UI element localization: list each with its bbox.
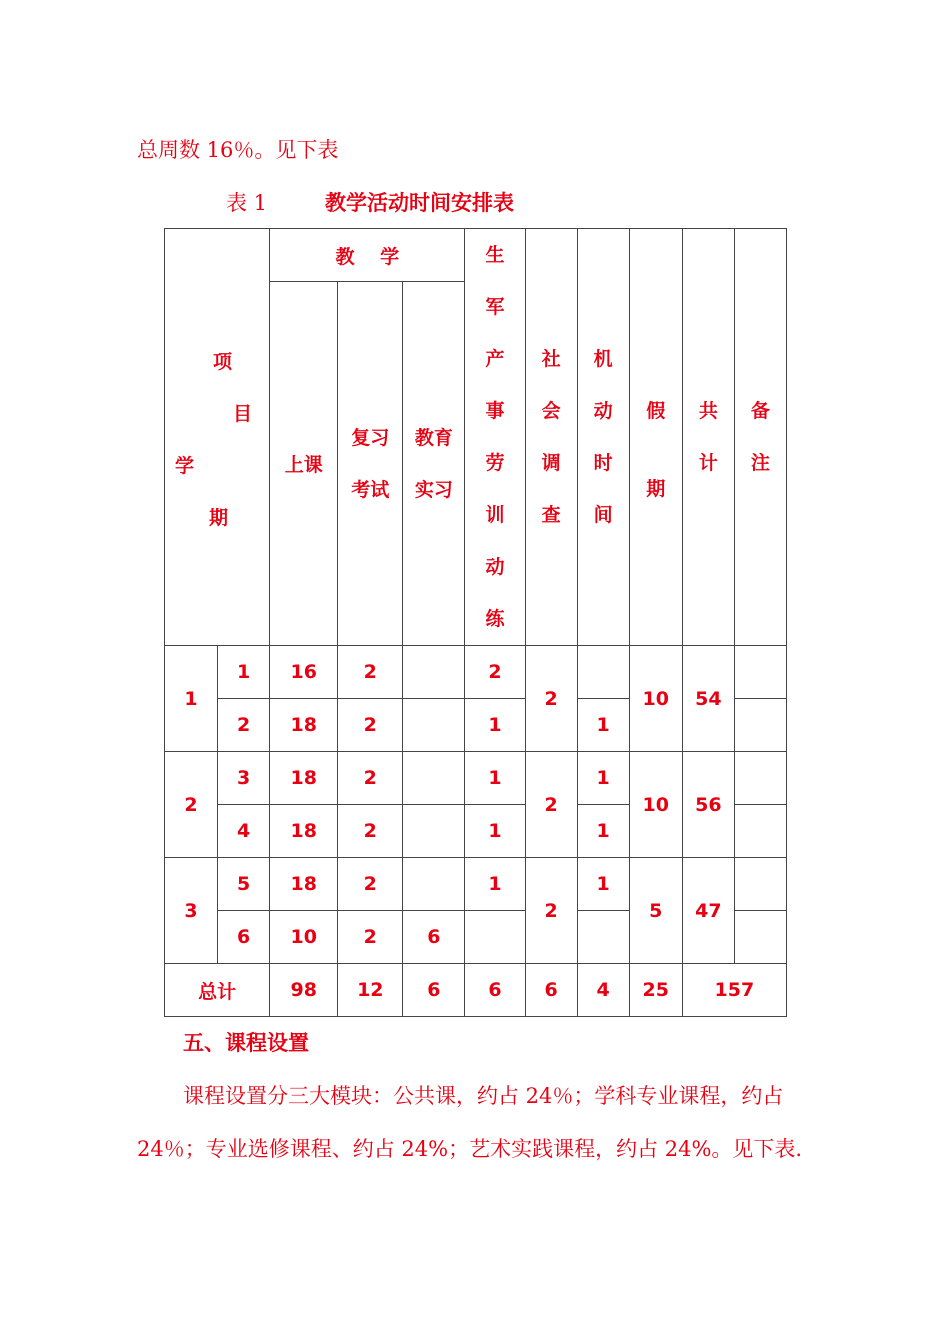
lecture-cell: 18 bbox=[270, 699, 338, 752]
hchar: 计 bbox=[698, 452, 718, 474]
year-cell: 2 bbox=[165, 752, 218, 858]
flexible-header bbox=[577, 229, 629, 646]
corner-char-xiang: 项 bbox=[213, 351, 233, 373]
practice-cell bbox=[403, 858, 465, 911]
hchar: 动 bbox=[593, 400, 613, 422]
flexible-cell bbox=[577, 646, 629, 699]
hchar: 劳 bbox=[485, 452, 505, 474]
flexible-cell: 1 bbox=[577, 858, 629, 911]
military-cell: 2 bbox=[465, 646, 525, 699]
remark-cell bbox=[734, 911, 786, 964]
flexible-cell: 1 bbox=[577, 752, 629, 805]
review-cell: 2 bbox=[338, 911, 403, 964]
hchar: 社 bbox=[541, 348, 561, 370]
term-cell: 1 bbox=[218, 646, 270, 699]
lecture-cell: 18 bbox=[270, 858, 338, 911]
holiday-cell: 10 bbox=[629, 646, 682, 752]
military-cell: 1 bbox=[465, 752, 525, 805]
term-cell: 5 bbox=[218, 858, 270, 911]
hchar: 调 bbox=[541, 452, 561, 474]
table-row bbox=[165, 858, 787, 911]
hchar: 假 bbox=[646, 400, 666, 422]
social-cell: 2 bbox=[525, 752, 577, 858]
total-header bbox=[682, 229, 734, 646]
hchar: 期 bbox=[646, 478, 666, 500]
term-cell: 3 bbox=[218, 752, 270, 805]
remark-cell bbox=[734, 752, 786, 805]
lecture-cell: 16 bbox=[270, 646, 338, 699]
holiday-cell: 10 bbox=[629, 752, 682, 858]
flexible-cell bbox=[577, 911, 629, 964]
totals-row bbox=[165, 964, 787, 1017]
hchar: 查 bbox=[541, 504, 561, 526]
section-heading: 五、课程设置 bbox=[183, 1031, 309, 1055]
review-cell: 2 bbox=[338, 699, 403, 752]
flexible-cell: 1 bbox=[577, 805, 629, 858]
military-cell: 1 bbox=[465, 699, 525, 752]
table-caption-title: 教学活动时间安排表 bbox=[325, 191, 514, 215]
hchar: 训 bbox=[485, 504, 505, 526]
totals-lecture: 98 bbox=[270, 964, 338, 1017]
total-cell: 56 bbox=[682, 752, 734, 858]
hchar: 备 bbox=[750, 400, 770, 422]
social-header bbox=[525, 229, 577, 646]
remark-cell bbox=[734, 646, 786, 699]
year-cell: 1 bbox=[165, 646, 218, 752]
paragraph-line-2: 24％；专业选修课程、约占 24%；艺术实践课程，约占 24%。见下表. bbox=[137, 1137, 803, 1161]
remark-header bbox=[734, 229, 786, 646]
lecture-cell: 10 bbox=[270, 911, 338, 964]
intro-text: 总周数 16％。见下表 bbox=[137, 138, 339, 162]
corner-header bbox=[165, 229, 270, 646]
corner-char-xue: 学 bbox=[175, 455, 195, 477]
lecture-cell: 18 bbox=[270, 805, 338, 858]
totals-practice: 6 bbox=[403, 964, 465, 1017]
lecture-header: 上课 bbox=[270, 282, 338, 646]
corner-char-qi: 期 bbox=[209, 507, 229, 529]
hchar: 生 bbox=[485, 244, 505, 266]
hchar: 注 bbox=[750, 452, 770, 474]
hchar: 考试 bbox=[351, 478, 390, 501]
lecture-cell: 18 bbox=[270, 752, 338, 805]
military-cell bbox=[465, 911, 525, 964]
term-cell: 2 bbox=[218, 699, 270, 752]
practice-cell bbox=[403, 646, 465, 699]
year-cell: 3 bbox=[165, 858, 218, 964]
holiday-cell: 5 bbox=[629, 858, 682, 964]
totals-social: 6 bbox=[525, 964, 577, 1017]
review-cell: 2 bbox=[338, 646, 403, 699]
social-cell: 2 bbox=[525, 858, 577, 964]
hchar: 复习 bbox=[351, 426, 390, 449]
schedule-table bbox=[164, 228, 787, 1017]
hchar: 动 bbox=[485, 556, 505, 578]
total-cell: 47 bbox=[682, 858, 734, 964]
social-cell: 2 bbox=[525, 646, 577, 752]
hchar: 军 bbox=[485, 296, 505, 318]
hchar: 教育 bbox=[414, 426, 453, 449]
review-exam-header bbox=[338, 282, 403, 646]
practice-cell: 6 bbox=[403, 911, 465, 964]
teaching-group-header: 教 学 bbox=[270, 229, 465, 282]
remark-cell bbox=[734, 699, 786, 752]
hchar: 练 bbox=[485, 608, 505, 630]
military-cell: 1 bbox=[465, 858, 525, 911]
military-header-text bbox=[465, 229, 524, 645]
hchar: 实习 bbox=[414, 478, 453, 501]
hchar: 机 bbox=[593, 348, 613, 370]
paragraph-line-1: 课程设置分三大模块：公共课，约占 24％；学科专业课程，约占 bbox=[183, 1084, 784, 1108]
corner-char-mu: 目 bbox=[233, 403, 253, 425]
totals-flexible: 4 bbox=[577, 964, 629, 1017]
military-cell: 1 bbox=[465, 805, 525, 858]
flexible-cell: 1 bbox=[577, 699, 629, 752]
table-caption-number: 表 1 bbox=[226, 191, 268, 215]
military-header bbox=[465, 229, 525, 646]
edu-practice-header bbox=[403, 282, 465, 646]
review-cell: 2 bbox=[338, 858, 403, 911]
review-cell: 2 bbox=[338, 805, 403, 858]
practice-cell bbox=[403, 699, 465, 752]
table-row bbox=[165, 752, 787, 805]
remark-cell bbox=[734, 858, 786, 911]
review-cell: 2 bbox=[338, 752, 403, 805]
totals-grand: 157 bbox=[682, 964, 786, 1017]
hchar: 产 bbox=[485, 348, 505, 370]
practice-cell bbox=[403, 805, 465, 858]
hchar: 共 bbox=[698, 400, 718, 422]
totals-label: 总计 bbox=[165, 964, 270, 1017]
holiday-header bbox=[629, 229, 682, 646]
totals-holiday: 25 bbox=[629, 964, 682, 1017]
total-cell: 54 bbox=[682, 646, 734, 752]
hchar: 时 bbox=[593, 452, 613, 474]
totals-review: 12 bbox=[338, 964, 403, 1017]
totals-military: 6 bbox=[465, 964, 525, 1017]
table-row bbox=[165, 646, 787, 699]
hchar: 事 bbox=[485, 400, 505, 422]
practice-cell bbox=[403, 752, 465, 805]
hchar: 间 bbox=[593, 504, 613, 526]
remark-cell bbox=[734, 805, 786, 858]
term-cell: 6 bbox=[218, 911, 270, 964]
hchar: 会 bbox=[541, 400, 561, 422]
term-cell: 4 bbox=[218, 805, 270, 858]
